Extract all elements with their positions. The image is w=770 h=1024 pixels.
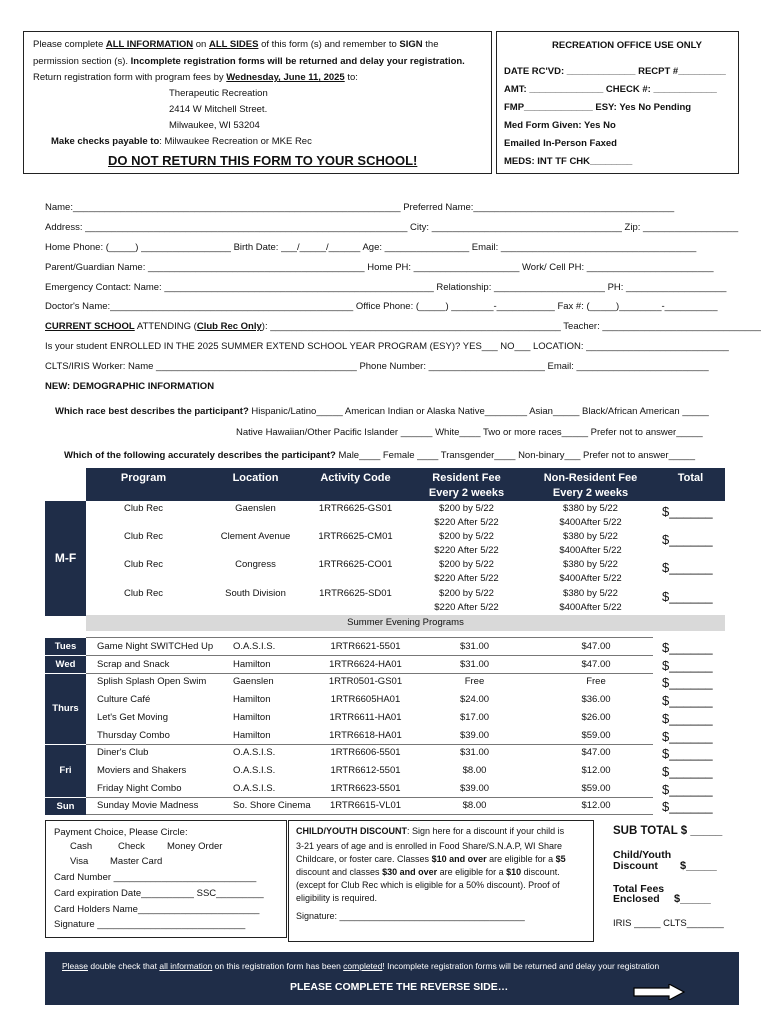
return-address-2: 2414 W Mitchell Street.	[169, 104, 268, 115]
office-med-form: Med Form Given: Yes No	[504, 120, 616, 131]
row-divider	[86, 744, 653, 745]
row-divider	[86, 637, 653, 638]
name-field[interactable]: Name:______________________________________________________________ Preferred Name:______________________________________	[45, 202, 675, 213]
club-nonres-early: $380 by 5/22	[563, 588, 618, 599]
evening-code: 1RTR6612-5501	[330, 765, 401, 776]
reverse-side-note: PLEASE COMPLETE THE REVERSE SIDE…	[290, 981, 509, 993]
club-nonres-late: $400After 5/22	[559, 573, 622, 584]
club-resident-late: $220 After 5/22	[434, 602, 499, 613]
club-code: 1RTR6625-GS01	[318, 503, 393, 514]
race-question-cont[interactable]: Native Hawaiian/Other Pacific Islander ______ White____ Two or more races_____ Prefer not to answer_____	[236, 427, 703, 438]
club-total-field[interactable]: $______	[662, 532, 713, 547]
row-divider	[86, 655, 653, 656]
payment-box	[45, 820, 287, 938]
evening-program: Culture Café	[97, 694, 151, 705]
evening-code: 1RTR0501-GS01	[328, 676, 403, 687]
row-divider	[86, 673, 653, 674]
evening-nonres-fee: $12.00	[581, 800, 611, 811]
evening-total-field[interactable]: $______	[662, 799, 713, 814]
club-total-field[interactable]: $______	[662, 560, 713, 575]
evening-program: Thursday Combo	[97, 730, 170, 741]
row-divider	[86, 797, 653, 798]
checks-payable: Make checks payable to: Milwaukee Recreation or MKE Rec	[51, 136, 312, 147]
header-resident-1: Resident Fee	[432, 472, 501, 484]
esy-field[interactable]: Is your student ENROLLED IN THE 2025 SUMMER EXTEND SCHOOL YEAR PROGRAM (ESY)? YES___ NO___ LOCATION: ___________________________	[45, 341, 729, 352]
evening-total-field[interactable]: $______	[662, 782, 713, 797]
evening-location: Hamilton	[233, 659, 271, 670]
evening-total-field[interactable]: $______	[662, 746, 713, 761]
evening-resident-fee: $8.00	[462, 800, 487, 811]
evening-resident-fee: $31.00	[459, 659, 490, 670]
header-program: Program	[120, 472, 167, 484]
wed-day-box	[45, 656, 86, 673]
discount-line-2: 3-21 years of age and is enrolled in Food Share/S.N.A.P, WI Share	[296, 841, 562, 851]
payment-money-order[interactable]: Money Order	[167, 841, 223, 852]
club-nonres-late: $400After 5/22	[559, 602, 622, 613]
club-resident-early: $200 by 5/22	[439, 588, 494, 599]
evening-nonres-fee: $59.00	[581, 730, 611, 741]
club-code: 1RTR6625-CO01	[318, 559, 393, 570]
instructions-line-3: Return registration form with program fees by Wednesday, June 11, 2025 to:	[33, 72, 358, 83]
evening-program: Moviers and Shakers	[97, 765, 187, 776]
gender-question[interactable]: Which of the following accurately describes the participant? Male____ Female ____ Transgender____ Non-binary___ Prefer not to answer_____	[64, 450, 695, 461]
club-location: South Division	[225, 588, 286, 599]
office-date-received: DATE RC'VD: _____________ RECPT #_________	[504, 66, 726, 77]
header-code: Activity Code	[320, 472, 391, 484]
doctor-field[interactable]: Doctor's Name:______________________________________________ Office Phone: (_____) ________-___________ Fax #: (_____)________-__________	[45, 301, 718, 312]
school-field[interactable]: CURRENT SCHOOL ATTENDING (Club Rec Only): _______________________________________________________ Teacher: ______________________________	[45, 321, 761, 332]
office-fmp: FMP_____________ ESY: Yes No Pending	[504, 102, 692, 113]
office-meds: MEDS: INT TF CHK________	[504, 156, 633, 167]
card-holder-field[interactable]: Card Holders Name_______________________	[54, 904, 260, 915]
discount-line-5: (except for Club Rec which is eligible for a 50% discount). Proof of	[296, 880, 560, 890]
evening-location: Hamilton	[233, 712, 271, 723]
evening-program: Let's Get Moving	[97, 712, 168, 723]
iris-clts-field[interactable]: IRIS _____ CLTS_______	[613, 918, 724, 929]
office-emailed: Emailed In-Person Faxed	[504, 138, 617, 149]
evening-resident-fee: $24.00	[459, 694, 490, 705]
club-resident-early: $200 by 5/22	[439, 531, 494, 542]
table-header	[86, 468, 725, 501]
evening-nonres-fee: $36.00	[581, 694, 611, 705]
club-program: Club Rec	[123, 503, 164, 514]
club-nonres-late: $400After 5/22	[559, 517, 622, 528]
clts-field[interactable]: CLTS/IRIS Worker: Name ______________________________________ Phone Number: ______________________ Email: _________________________	[45, 361, 709, 372]
evening-program: Sunday Movie Madness	[97, 800, 199, 811]
evening-nonres-fee: $47.00	[581, 659, 611, 670]
header-nonres-2: Every 2 weeks	[552, 487, 629, 499]
evening-programs-bar	[86, 615, 725, 631]
instructions-box	[23, 31, 492, 174]
evening-resident-fee: Free	[464, 676, 485, 687]
discount-line-3: Childcare, or foster care. Classes $10 and over are eligible for a $5	[296, 854, 566, 864]
instructions-line-1: Please complete ALL INFORMATION on ALL SIDES of this form (s) and remember to SIGN the	[33, 39, 439, 50]
emergency-field[interactable]: Emergency Contact: Name: ___________________________________________________ Relationship: _____________________ PH: ___________________	[45, 282, 727, 293]
club-code: 1RTR6625-SD01	[319, 588, 392, 599]
evening-resident-fee: $31.00	[459, 641, 490, 652]
wed-label: Wed	[55, 659, 76, 670]
evening-nonres-fee: Free	[586, 676, 606, 687]
sun-label: Sun	[56, 801, 75, 812]
sun-day-box	[45, 798, 86, 815]
club-resident-late: $220 After 5/22	[434, 573, 499, 584]
evening-resident-fee: $39.00	[459, 783, 490, 794]
club-total-field[interactable]: $______	[662, 504, 713, 519]
demographic-title: NEW: DEMOGRAPHIC INFORMATION	[45, 381, 215, 392]
office-amount: AMT: ______________ CHECK #: ____________	[504, 84, 717, 95]
club-location: Gaenslen	[235, 503, 276, 514]
header-total: Total	[677, 472, 704, 484]
child-youth-amount[interactable]: $_____	[680, 860, 717, 872]
evening-total-field[interactable]: $______	[662, 658, 713, 673]
club-program: Club Rec	[123, 588, 164, 599]
office-use-box	[496, 31, 739, 174]
payment-check[interactable]: Check	[118, 841, 145, 852]
fri-day-box	[45, 745, 86, 797]
evening-resident-fee: $8.00	[462, 765, 487, 776]
evening-total-field[interactable]: $______	[662, 729, 713, 744]
discount-line-4: discount and classes $30 and over are eligible for a $10 discount.	[296, 867, 560, 877]
payment-cash[interactable]: Cash	[70, 841, 93, 852]
thurs-label: Thurs	[52, 703, 79, 714]
evening-total-field[interactable]: $______	[662, 675, 713, 690]
thurs-day-box	[45, 674, 86, 744]
discount-signature-field[interactable]: Signature: _____________________________________	[296, 911, 525, 921]
evening-code: 1RTR6618-HA01	[329, 730, 402, 741]
evening-program: Splish Splash Open Swim	[97, 676, 207, 687]
club-nonres-early: $380 by 5/22	[563, 503, 618, 514]
evening-total-field[interactable]: $______	[662, 764, 713, 779]
evening-total-field[interactable]: $______	[662, 711, 713, 726]
card-signature-field[interactable]: Signature ____________________________	[54, 919, 246, 930]
evening-location: O.A.S.I.S.	[233, 747, 276, 758]
evening-location: So. Shore Cinema	[233, 800, 311, 811]
evening-code: 1RTR6615-VL01	[329, 800, 402, 811]
total-fees-amount[interactable]: $_____	[674, 893, 711, 905]
child-youth-label-2: Discount	[613, 860, 658, 872]
total-fees-label-2: Enclosed	[613, 893, 660, 905]
header-resident-2: Every 2 weeks	[428, 487, 505, 499]
evening-nonres-fee: $47.00	[581, 747, 611, 758]
evening-location: Gaenslen	[233, 676, 274, 687]
mf-day-label: M-F	[54, 551, 77, 565]
tues-day-box	[45, 638, 86, 655]
evening-code: 1RTR6606-5501	[330, 747, 401, 758]
evening-location: O.A.S.I.S.	[233, 783, 276, 794]
evening-resident-fee: $17.00	[459, 712, 490, 723]
club-nonres-late: $400After 5/22	[559, 545, 622, 556]
club-nonres-early: $380 by 5/22	[563, 531, 618, 542]
club-nonres-early: $380 by 5/22	[563, 559, 618, 570]
club-code: 1RTR6625-CM01	[318, 531, 393, 542]
club-location: Congress	[235, 559, 276, 570]
evening-total-field[interactable]: $______	[662, 693, 713, 708]
footer-note: Please double check that all information on this registration form has been completed! Incomplete registration forms will be returned and delay your registration	[62, 961, 660, 971]
subtotal-field[interactable]: SUB TOTAL $ _____	[613, 825, 723, 837]
phone-field[interactable]: Home Phone: (_____) _________________ Birth Date: ___/_____/______ Age: ________________ Email: _____________________________________	[45, 242, 697, 253]
return-address-3: Milwaukee, WI 53204	[169, 120, 260, 131]
child-youth-label-1: Child/Youth	[613, 849, 672, 861]
club-program: Club Rec	[123, 531, 164, 542]
discount-box	[288, 820, 594, 942]
discount-line-6: eligibility is required.	[296, 893, 378, 903]
evening-nonres-fee: $26.00	[581, 712, 611, 723]
evening-location: O.A.S.I.S.	[233, 765, 276, 776]
row-divider	[86, 814, 653, 815]
do-not-return-warning: DO NOT RETURN THIS FORM TO YOUR SCHOOL!	[108, 153, 418, 168]
evening-resident-fee: $39.00	[459, 730, 490, 741]
header-location: Location	[232, 472, 279, 484]
evening-programs-label: Summer Evening Programs	[347, 617, 464, 628]
evening-location: Hamilton	[233, 694, 271, 705]
instructions-line-2: permission section (s). Incomplete registration forms will be returned and delay your registration.	[33, 56, 465, 67]
evening-nonres-fee: $47.00	[581, 641, 611, 652]
card-number-field[interactable]: Card Number ___________________________	[54, 872, 257, 883]
evening-program: Diner's Club	[97, 747, 149, 758]
evening-program: Friday Night Combo	[97, 783, 182, 794]
club-resident-early: $200 by 5/22	[439, 559, 494, 570]
evening-location: O.A.S.I.S.	[233, 641, 276, 652]
footer-banner	[45, 952, 739, 1005]
evening-code: 1RTR6611-HA01	[329, 712, 402, 723]
club-resident-early: $200 by 5/22	[439, 503, 494, 514]
evening-program: Scrap and Snack	[97, 659, 170, 670]
card-expiration-field[interactable]: Card expiration Date__________ SSC_________	[54, 888, 264, 899]
payment-mastercard[interactable]: Master Card	[110, 856, 163, 867]
address-field[interactable]: Address: _____________________________________________________________ City: ____________________________________ Zip: __________________	[45, 222, 739, 233]
mf-day-label-box	[45, 501, 86, 616]
discount-line-1: CHILD/YOUTH DISCOUNT: Sign here for a discount if your child is	[296, 826, 565, 836]
club-program: Club Rec	[123, 559, 164, 570]
evening-code: 1RTR6624-HA01	[329, 659, 402, 670]
club-resident-late: $220 After 5/22	[434, 517, 499, 528]
tues-label: Tues	[54, 641, 77, 652]
payment-title: Payment Choice, Please Circle:	[54, 827, 188, 838]
payment-visa[interactable]: Visa	[70, 856, 89, 867]
arrow-right-icon	[633, 984, 685, 1000]
office-use-title: RECREATION OFFICE USE ONLY	[552, 40, 702, 51]
header-nonres-1: Non-Resident Fee	[543, 472, 638, 484]
club-location: Clement Avenue	[220, 531, 291, 542]
evening-nonres-fee: $12.00	[581, 765, 611, 776]
total-fees-label-1: Total Fees	[613, 883, 665, 895]
evening-location: Hamilton	[233, 730, 271, 741]
evening-resident-fee: $31.00	[459, 747, 490, 758]
evening-nonres-fee: $59.00	[581, 783, 611, 794]
evening-code: 1RTR6621-5501	[330, 641, 401, 652]
evening-program: Game Night SWITCHed Up	[97, 641, 214, 652]
parent-field[interactable]: Parent/Guardian Name: _________________________________________ Home PH: ____________________ Work/ Cell PH: ________________________	[45, 262, 714, 273]
race-question[interactable]: Which race best describes the participant? Hispanic/Latino_____ American Indian or Alaska Native________ Asian_____ Black/African American _____	[55, 406, 709, 417]
fri-label: Fri	[59, 765, 72, 776]
evening-code: 1RTR6623-5501	[330, 783, 401, 794]
evening-total-field[interactable]: $______	[662, 640, 713, 655]
return-address-1: Therapeutic Recreation	[169, 88, 268, 99]
club-resident-late: $220 After 5/22	[434, 545, 499, 556]
evening-code: 1RTR6605HA01	[330, 694, 401, 705]
club-total-field[interactable]: $______	[662, 589, 713, 604]
